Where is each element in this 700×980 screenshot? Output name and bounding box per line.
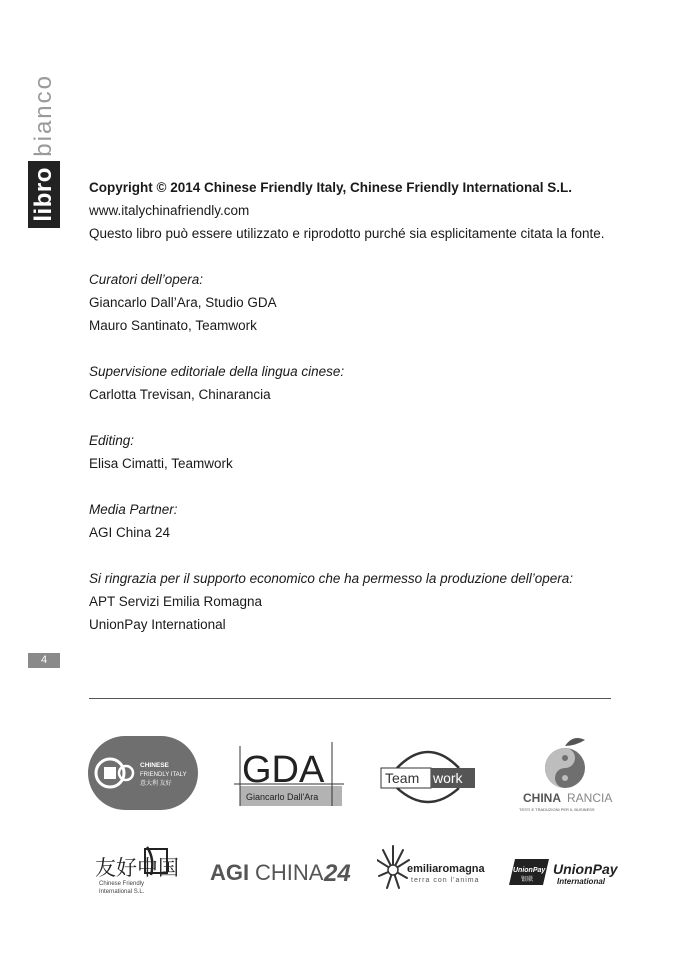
chinarancia-tagline: TESTI E TRADUZIONI PER IL BUSINESS xyxy=(519,807,595,812)
side-tab-libro: libro xyxy=(28,161,60,228)
side-tab-bianco: bianco xyxy=(30,74,57,157)
credit-line: AGI China 24 xyxy=(89,525,171,540)
credit-line: Elisa Cimatti, Teamwork xyxy=(89,456,233,471)
chinese-friendly-italy-logo xyxy=(88,734,198,812)
chinarancia-china: CHINA xyxy=(523,791,561,805)
up-badge: UnionPay xyxy=(513,867,546,874)
section-label: Supervisione editoriale della lingua cinese: xyxy=(89,364,345,379)
cn-hanzi: 友好中国 xyxy=(95,857,179,880)
cfi-text-1: CHINESE xyxy=(140,762,169,769)
up-badge-sub: 银联 xyxy=(521,877,534,883)
credits-section xyxy=(89,360,609,406)
cfi-text-3: 意大利 友好 xyxy=(140,781,172,787)
usage-notice: Questo libro può essere utilizzato e riprodotto purché sia esplicitamente citata la fonte. xyxy=(89,226,605,241)
up-name: UnionPay xyxy=(553,861,618,877)
emilia-romagna-logo xyxy=(377,842,489,894)
section-label: Si ringrazia per il supporto economico che ha permesso la produzione dell’opera: xyxy=(89,571,574,586)
side-tab-label xyxy=(28,70,60,228)
credit-line: Carlotta Trevisan, Chinarancia xyxy=(89,387,271,402)
page-number: 4 xyxy=(28,653,60,668)
credits-section xyxy=(89,498,609,544)
unionpay-logo xyxy=(509,855,621,889)
credits-section xyxy=(89,567,609,636)
website-link[interactable]: www.italychinafriendly.com xyxy=(89,203,250,218)
section-label: Curatori dell’opera: xyxy=(89,272,204,287)
divider xyxy=(89,698,611,699)
side-tab xyxy=(28,70,60,228)
cn-line-1: Chinese Friendly xyxy=(99,881,145,887)
er-name: emiliaromagna xyxy=(407,863,485,875)
cn-friendly-logo xyxy=(95,845,187,897)
er-tagline: terra con l'anima xyxy=(411,877,480,884)
agi-num: 24 xyxy=(324,860,351,887)
agi-china: CHINA xyxy=(255,860,324,885)
credits-section xyxy=(89,268,609,337)
gda-logo xyxy=(232,740,347,810)
chinarancia-rancia: RANCIA xyxy=(567,791,613,805)
cfi-text-2: FRIENDLY ITALY xyxy=(140,772,187,778)
credit-line: Giancarlo Dall’Ara, Studio GDA xyxy=(89,295,277,310)
teamwork-right: work xyxy=(433,770,463,786)
teamwork-left: Team xyxy=(385,770,420,786)
section-label: Media Partner: xyxy=(89,502,178,517)
up-sub: International xyxy=(557,877,606,886)
credit-line: APT Servizi Emilia Romagna xyxy=(89,594,263,609)
credit-line: UnionPay International xyxy=(89,617,226,632)
copyright-block xyxy=(89,176,609,245)
agi-text: AGI xyxy=(210,860,250,885)
section-label: Editing: xyxy=(89,433,135,448)
gda-mark: GDA xyxy=(242,749,325,791)
gda-caption: Giancarlo Dall'Ara xyxy=(246,792,319,802)
chinarancia-logo xyxy=(515,736,615,814)
cn-line-2: International S.L. xyxy=(99,889,145,895)
colophon xyxy=(89,176,609,659)
agi-china24-logo xyxy=(210,855,360,889)
credit-line: Mauro Santinato, Teamwork xyxy=(89,318,257,333)
teamwork-logo xyxy=(379,742,477,810)
copyright-line: Copyright © 2014 Chinese Friendly Italy, Chinese Friendly International S.L. xyxy=(89,180,573,195)
credits-section xyxy=(89,429,609,475)
